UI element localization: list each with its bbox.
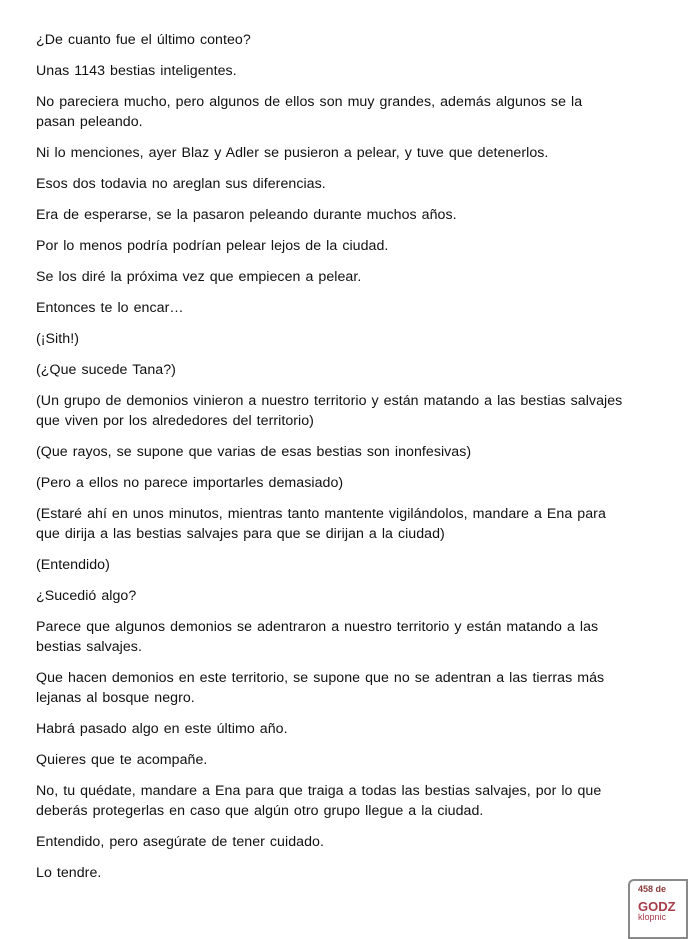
- paragraph: Ni lo menciones, ayer Blaz y Adler se pusieron a pelear, y tuve que detenerlos.: [36, 145, 549, 161]
- paragraph: Entendido, pero asegúrate de tener cuidado.: [36, 834, 324, 850]
- brand-subtext: klopnic: [638, 912, 667, 922]
- paragraph: No pareciera mucho, pero algunos de ellos son muy grandes, además algunos se la pasan peleando.: [36, 94, 583, 130]
- paragraph: (Que rayos, se supone que varias de esas bestias son inonfesivas): [36, 444, 472, 460]
- paragraph: (Pero a ellos no parece importarles demasiado): [36, 475, 344, 491]
- paragraph: Que hacen demonios en este territorio, se supone que no se adentran a las tierras más lejanas al bosque negro.: [36, 670, 605, 706]
- page-counter-badge[interactable]: [628, 879, 688, 939]
- paragraph: Habrá pasado algo en este último año.: [36, 721, 288, 737]
- paragraph: Se los diré la próxima vez que empiecen a pelear.: [36, 269, 362, 285]
- paragraph: Parece que algunos demonios se adentraron a nuestro territorio y están matando a las bestias salvajes.: [36, 619, 599, 655]
- paragraph: Por lo menos podría podrían pelear lejos de la ciudad.: [36, 238, 389, 254]
- paragraph: Lo tendre.: [36, 865, 102, 881]
- paragraph: (Un grupo de demonios vinieron a nuestro territorio y están matando a las bestias salvajes que viven por los alrededores del territorio): [36, 393, 623, 429]
- paragraph: (Estaré ahí en unos minutos, mientras tanto mantente vigilándolos, mandare a Ena para que dirija a las bestias salvajes para que se dirijan a la ciudad): [36, 506, 606, 542]
- brand-logo-text: GODZ: [638, 899, 676, 914]
- paragraph: (Entendido): [36, 557, 110, 573]
- paragraph: Era de esperarse, se la pasaron peleando durante muchos años.: [36, 207, 457, 223]
- paragraph: No, tu quédate, mandare a Ena para que traiga a todas las bestias salvajes, por lo que deberás protegerlas en caso que algún otro grupo llegue a la ciudad.: [36, 783, 602, 819]
- paragraph: Unas 1143 bestias inteligentes.: [36, 63, 237, 79]
- paragraph: Entonces te lo encar…: [36, 300, 184, 316]
- page-counter-text: 458 de: [638, 884, 667, 894]
- paragraph: (¿Que sucede Tana?): [36, 362, 176, 378]
- paragraph: ¿De cuanto fue el último conteo?: [36, 32, 251, 48]
- paragraph: Quieres que te acompañe.: [36, 752, 208, 768]
- document-page: [36, 30, 626, 894]
- paragraph: (¡Sith!): [36, 331, 79, 347]
- paragraph: ¿Sucedió algo?: [36, 588, 137, 604]
- paragraph: Esos dos todavia no areglan sus diferencias.: [36, 176, 326, 192]
